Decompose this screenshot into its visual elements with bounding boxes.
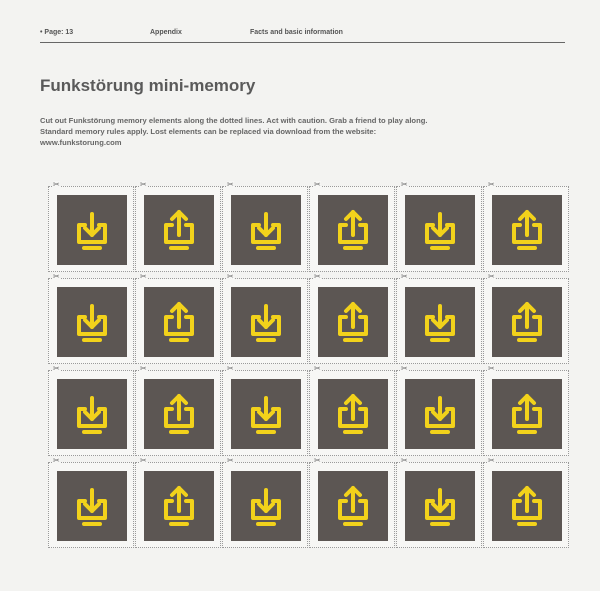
scissors-icon: ✂ — [227, 456, 234, 465]
upload-icon — [318, 379, 388, 449]
memory-card — [48, 180, 134, 272]
scissors-icon: ✂ — [140, 364, 147, 373]
memory-tile — [318, 195, 388, 265]
memory-card — [483, 364, 569, 456]
scissors-icon: ✂ — [314, 272, 321, 281]
memory-card — [483, 456, 569, 548]
memory-card — [309, 456, 395, 548]
scissors-icon: ✂ — [140, 456, 147, 465]
scissors-icon: ✂ — [140, 272, 147, 281]
memory-tile — [405, 471, 475, 541]
memory-tile — [144, 379, 214, 449]
memory-card — [135, 456, 221, 548]
scissors-icon: ✂ — [140, 180, 147, 189]
scissors-icon: ✂ — [227, 180, 234, 189]
memory-tile — [57, 195, 127, 265]
upload-icon — [492, 195, 562, 265]
memory-tile — [144, 287, 214, 357]
memory-card — [222, 456, 308, 548]
scissors-icon: ✂ — [401, 364, 408, 373]
memory-card — [309, 272, 395, 364]
upload-icon — [144, 379, 214, 449]
upload-icon — [318, 287, 388, 357]
memory-card — [222, 180, 308, 272]
memory-card — [48, 364, 134, 456]
download-icon — [57, 195, 127, 265]
memory-card-grid — [48, 180, 568, 586]
memory-card — [396, 456, 482, 548]
section-name: Appendix — [150, 29, 182, 36]
memory-tile — [57, 287, 127, 357]
download-icon — [405, 287, 475, 357]
scissors-icon: ✂ — [401, 272, 408, 281]
upload-icon — [318, 195, 388, 265]
download-icon — [405, 379, 475, 449]
memory-tile — [231, 287, 301, 357]
download-icon — [405, 195, 475, 265]
scissors-icon: ✂ — [314, 180, 321, 189]
memory-tile — [231, 471, 301, 541]
upload-icon — [144, 471, 214, 541]
memory-tile — [144, 195, 214, 265]
scissors-icon: ✂ — [401, 180, 408, 189]
download-icon — [231, 471, 301, 541]
download-icon — [231, 379, 301, 449]
download-icon — [57, 287, 127, 357]
memory-card — [135, 272, 221, 364]
scissors-icon: ✂ — [227, 272, 234, 281]
memory-card — [48, 456, 134, 548]
upload-icon — [492, 287, 562, 357]
scissors-icon: ✂ — [401, 456, 408, 465]
memory-card — [135, 180, 221, 272]
memory-card — [135, 364, 221, 456]
intro-text: Cut out Funkstörung memory elements along the dotted lines. Act with caution. Grab a friend to play along. Standard memory rules apply. Lost elements can be replaced via download from the website: www.funkstorung.com — [40, 116, 428, 147]
memory-tile — [492, 287, 562, 357]
page-number: • Page: 13 — [40, 29, 74, 36]
scissors-icon: ✂ — [488, 272, 495, 281]
scissors-icon: ✂ — [488, 180, 495, 189]
memory-tile — [231, 195, 301, 265]
download-icon — [231, 195, 301, 265]
scissors-icon: ✂ — [488, 364, 495, 373]
memory-card — [309, 180, 395, 272]
scissors-icon: ✂ — [53, 180, 60, 189]
scissors-icon: ✂ — [314, 364, 321, 373]
memory-tile — [492, 195, 562, 265]
memory-card — [396, 364, 482, 456]
upload-icon — [492, 471, 562, 541]
memory-tile — [405, 195, 475, 265]
memory-tile — [405, 287, 475, 357]
topic-name: Facts and basic information — [250, 29, 343, 36]
scissors-icon: ✂ — [488, 456, 495, 465]
memory-card — [396, 180, 482, 272]
download-icon — [405, 471, 475, 541]
scissors-icon: ✂ — [227, 364, 234, 373]
download-icon — [231, 287, 301, 357]
memory-card — [222, 272, 308, 364]
scissors-icon: ✂ — [53, 456, 60, 465]
memory-tile — [57, 379, 127, 449]
page-title: Funkstörung mini-memory — [40, 76, 256, 95]
memory-card — [483, 272, 569, 364]
memory-card — [483, 180, 569, 272]
memory-tile — [492, 379, 562, 449]
upload-icon — [144, 195, 214, 265]
memory-tile — [405, 379, 475, 449]
page-header — [40, 26, 565, 43]
memory-tile — [318, 287, 388, 357]
memory-card — [396, 272, 482, 364]
memory-tile — [318, 379, 388, 449]
memory-tile — [231, 379, 301, 449]
scissors-icon: ✂ — [53, 272, 60, 281]
memory-tile — [318, 471, 388, 541]
download-icon — [57, 471, 127, 541]
memory-card — [222, 364, 308, 456]
scissors-icon: ✂ — [53, 364, 60, 373]
upload-icon — [144, 287, 214, 357]
download-icon — [57, 379, 127, 449]
memory-tile — [144, 471, 214, 541]
upload-icon — [318, 471, 388, 541]
memory-tile — [492, 471, 562, 541]
scissors-icon: ✂ — [314, 456, 321, 465]
memory-card — [48, 272, 134, 364]
upload-icon — [492, 379, 562, 449]
memory-card — [309, 364, 395, 456]
memory-tile — [57, 471, 127, 541]
